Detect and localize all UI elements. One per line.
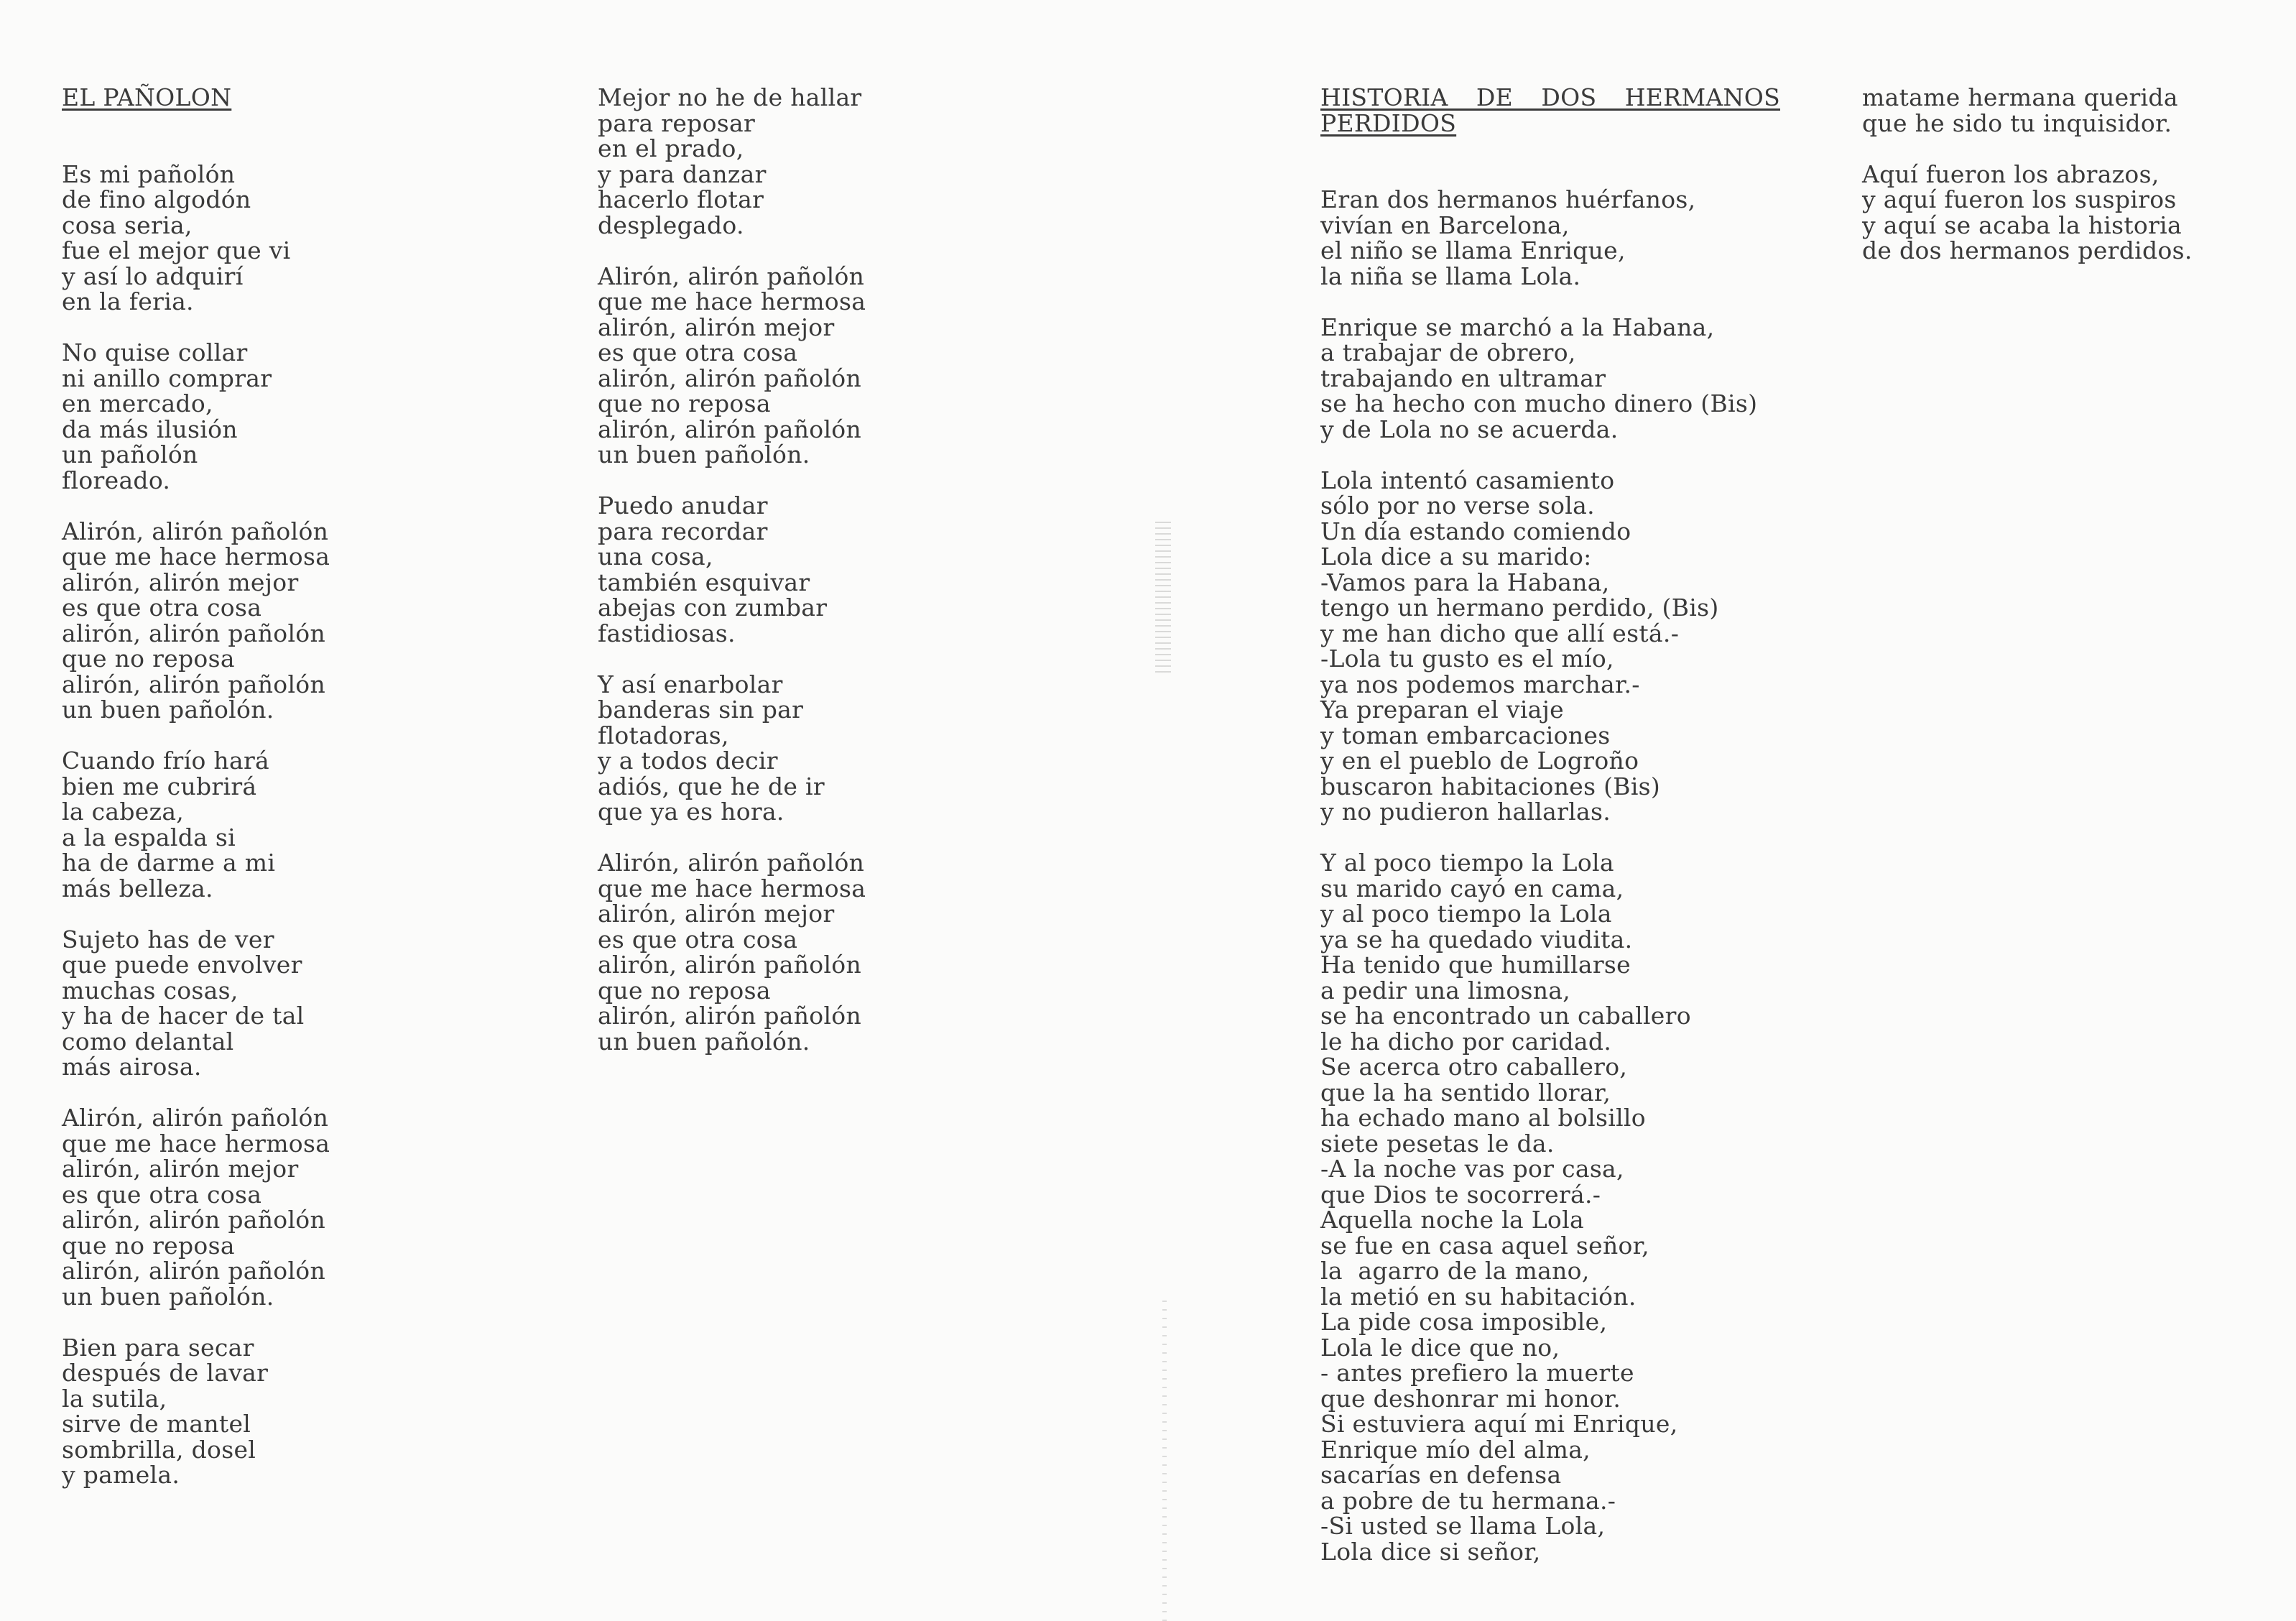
verse-line: que no reposa [598,976,771,1005]
verse-line: en mercado, [62,389,213,417]
verse-line: adiós, que he de ir [598,772,825,800]
verse-line: No quise collar [62,338,248,366]
verse-line: y pamela. [62,1461,180,1489]
verse-line: un buen pañolón. [598,440,810,468]
verse-line: matame hermana querida [1862,83,2178,111]
verse-line: que me hace hermosa [62,542,330,571]
verse-line: y me han dicho que allí está.- [1320,619,1680,647]
verse-line: y de Lola no se acuerda. [1320,415,1619,443]
stanza-list [1862,85,2293,264]
verse-line: tengo un hermano perdido, (Bis) [1320,594,1719,622]
verse-line: una cosa, [598,542,713,571]
verse-line: Lola dice a su marido: [1320,542,1592,571]
verse-line: y para danzar [598,160,767,188]
stanza [1320,315,1795,443]
verse-line: Sujeto has de ver [62,925,274,953]
verse-line: la metió en su habitación. [1320,1282,1637,1311]
verse-line: Alirón, alirón pañolón [62,517,329,545]
verse-line: Enrique mío del alma, [1320,1435,1591,1464]
verse-line: Bien para secar [62,1333,254,1362]
column-el-panolon [62,85,522,1488]
verse-line: y ha de hacer de tal [62,1002,305,1030]
verse-line: alirón, alirón mejor [62,568,299,596]
verse-line: y aquí fueron los suspiros [1862,185,2177,213]
stanza [62,162,522,315]
verse-line: para recordar [598,517,768,545]
stanza [62,927,522,1080]
verse-line: muchas cosas, [62,976,239,1005]
verse-line: alirón, alirón mejor [62,1155,299,1183]
stanza [1862,85,2293,136]
stanza [1862,162,2293,264]
verse-line: alirón, alirón pañolón [62,1257,326,1285]
column-el-panolon-continued [598,85,1057,1054]
verse-line: Ya preparan el viaje [1320,696,1565,724]
verse-line: y en el pueblo de Logroño [1320,747,1639,775]
verse-line: sirve de mantel [62,1410,251,1438]
verse-line: Si estuviera aquí mi Enrique, [1320,1410,1678,1438]
verse-line: que deshonrar mi honor. [1320,1384,1621,1413]
verse-line: es que otra cosa [598,338,798,366]
verse-line: en la feria. [62,287,194,315]
verse-line: también esquivar [598,568,810,596]
verse-line: le ha dicho por caridad. [1320,1027,1612,1056]
verse-line: se ha encontrado un caballero [1320,1002,1691,1030]
stanza [598,493,1057,646]
verse-line: a pedir una limosna, [1320,976,1571,1005]
verse-line: da más ilusión [62,415,238,443]
stanza [62,1105,522,1309]
stanza [62,748,522,901]
verse-line: alirón, alirón pañolón [62,1206,326,1234]
stanza [62,519,522,723]
stanza [598,85,1057,238]
verse-line: a la espalda si [62,823,236,851]
verse-line: Mejor no he de hallar [598,83,862,111]
stanza [1320,850,1795,1564]
verse-line: sombrilla, dosel [62,1435,256,1464]
verse-line: que puede envolver [62,951,302,979]
verse-line: -A la noche vas por casa, [1320,1155,1624,1183]
verse-line: siete pesetas le da. [1320,1129,1555,1158]
verse-line: de dos hermanos perdidos. [1862,236,2193,264]
verse-line: y así lo adquirí [62,262,244,290]
stanza-list [1320,187,1795,1564]
verse-line: que no reposa [598,389,771,417]
verse-line: que he sido tu inquisidor. [1862,108,2172,137]
verse-line: es que otra cosa [598,925,798,953]
verse-line: un pañolón [62,440,198,468]
verse-line: flotadoras, [598,721,729,749]
verse-line: Aquella noche la Lola [1320,1206,1584,1234]
verse-line: Un día estando comiendo [1320,517,1631,545]
verse-line: sacarías en defensa [1320,1461,1562,1489]
verse-line: después de lavar [62,1359,269,1387]
verse-line: banderas sin par [598,696,804,724]
column-historia [1320,85,1795,1564]
verse-line: en el prado, [598,134,744,162]
verse-line: Puedo anudar [598,491,768,519]
verse-line: Alirón, alirón pañolón [598,262,865,290]
verse-line: ya nos podemos marchar.- [1320,670,1640,698]
verse-line: se ha hecho con mucho dinero (Bis) [1320,389,1758,417]
verse-line: y aquí se acaba la historia [1862,211,2182,239]
verse-line: que no reposa [62,1231,235,1260]
page-fold-mark [1162,1293,1167,1621]
verse-line: fue el mejor que vi [62,236,291,264]
song-title: HISTORIA DE DOS HERMANOS PERDIDOS [1320,83,1780,137]
verse-line: Alirón, alirón pañolón [598,849,865,877]
verse-line: que me hace hermosa [62,1129,330,1158]
verse-line: y no pudieron hallarlas. [1320,798,1611,826]
verse-line: ha de darme a mi [62,849,276,877]
stanza [62,340,522,493]
stanza [1320,187,1795,289]
verse-line: más belleza. [62,874,213,902]
verse-line: Cuando frío hará [62,747,269,775]
verse-line: Y al poco tiempo la Lola [1320,849,1614,877]
verse-line: que me hace hermosa [598,874,866,902]
verse-line: a trabajar de obrero, [1320,338,1576,366]
verse-line: su marido cayó en cama, [1320,874,1624,902]
verse-line: Lola intentó casamiento [1320,466,1615,494]
verse-line: fastidiosas. [598,619,736,647]
verse-line: más airosa. [62,1053,202,1081]
verse-line: alirón, alirón pañolón [598,951,862,979]
verse-line: y toman embarcaciones [1320,721,1611,749]
verse-line: como delantal [62,1027,234,1056]
verse-line: Enrique se marchó a la Habana, [1320,313,1715,341]
verse-line: de fino algodón [62,185,251,213]
verse-line: un buen pañolón. [62,696,274,724]
song-title: EL PAÑOLON [62,83,232,111]
verse-line: Eran dos hermanos huérfanos, [1320,185,1696,213]
verse-line: que no reposa [62,645,235,673]
verse-line: alirón, alirón mejor [598,900,835,928]
verse-line: para reposar [598,108,756,137]
verse-line: que Dios te socorrerá.- [1320,1180,1601,1209]
verse-line: el niño se llama Enrique, [1320,236,1626,264]
verse-line: es que otra cosa [62,594,262,622]
verse-line: un buen pañolón. [62,1282,274,1311]
verse-line: -Si usted se llama Lola, [1320,1512,1606,1540]
stanza-list [62,162,522,1488]
column-historia-continued [1862,85,2293,264]
verse-line: hacerlo flotar [598,185,764,213]
verse-line: alirón, alirón pañolón [598,1002,862,1030]
verse-line: Se acerca otro caballero, [1320,1053,1628,1081]
verse-line: La pide cosa imposible, [1320,1308,1608,1336]
verse-line: que la ha sentido llorar, [1320,1078,1611,1107]
verse-line: la sutila, [62,1384,167,1413]
verse-line: alirón, alirón pañolón [598,415,862,443]
verse-line: desplegado. [598,211,744,239]
verse-line: sólo por no verse sola. [1320,491,1595,519]
verse-line: - antes prefiero la muerte [1320,1359,1634,1387]
stanza [598,850,1057,1054]
verse-line: Lola dice si señor, [1320,1537,1541,1566]
verse-line: y a todos decir [598,747,778,775]
verse-line: la niña se llama Lola. [1320,262,1581,290]
stanza-list [598,85,1057,1054]
verse-line: Alirón, alirón pañolón [62,1104,329,1132]
verse-line: Es mi pañolón [62,160,236,188]
verse-line: Ha tenido que humillarse [1320,951,1631,979]
verse-line: un buen pañolón. [598,1027,810,1056]
verse-line: ni anillo comprar [62,364,272,392]
verse-line: bien me cubrirá [62,772,257,800]
verse-line: es que otra cosa [62,1180,262,1209]
verse-line: que ya es hora. [598,798,784,826]
verse-line: cosa seria, [62,211,193,239]
verse-line: Y así enarbolar [598,670,783,698]
verse-line: alirón, alirón mejor [598,313,835,341]
stanza [598,672,1057,825]
verse-line: a pobre de tu hermana.- [1320,1486,1616,1515]
verse-line: alirón, alirón pañolón [598,364,862,392]
stanza [1320,468,1795,825]
verse-line: buscaron habitaciones (Bis) [1320,772,1661,800]
verse-line: y al poco tiempo la Lola [1320,900,1612,928]
verse-line: que me hace hermosa [598,287,866,315]
verse-line: vivían en Barcelona, [1320,211,1570,239]
verse-line: floreado. [62,466,171,494]
verse-line: -Vamos para la Habana, [1320,568,1610,596]
verse-line: alirón, alirón pañolón [62,670,326,698]
verse-line: la agarro de la mano, [1320,1257,1590,1285]
verse-line: Lola le dice que no, [1320,1333,1560,1362]
verse-line: abejas con zumbar [598,594,828,622]
page-fold-mark [1155,517,1171,675]
verse-line: la cabeza, [62,798,185,826]
stanza [598,264,1057,468]
verse-line: -Lola tu gusto es el mío, [1320,645,1614,673]
verse-line: trabajando en ultramar [1320,364,1606,392]
verse-line: Aquí fueron los abrazos, [1862,160,2160,188]
stanza [62,1335,522,1488]
verse-line: alirón, alirón pañolón [62,619,326,647]
verse-line: ya se ha quedado viudita. [1320,925,1633,953]
verse-line: se fue en casa aquel señor, [1320,1231,1649,1260]
verse-line: ha echado mano al bolsillo [1320,1104,1646,1132]
